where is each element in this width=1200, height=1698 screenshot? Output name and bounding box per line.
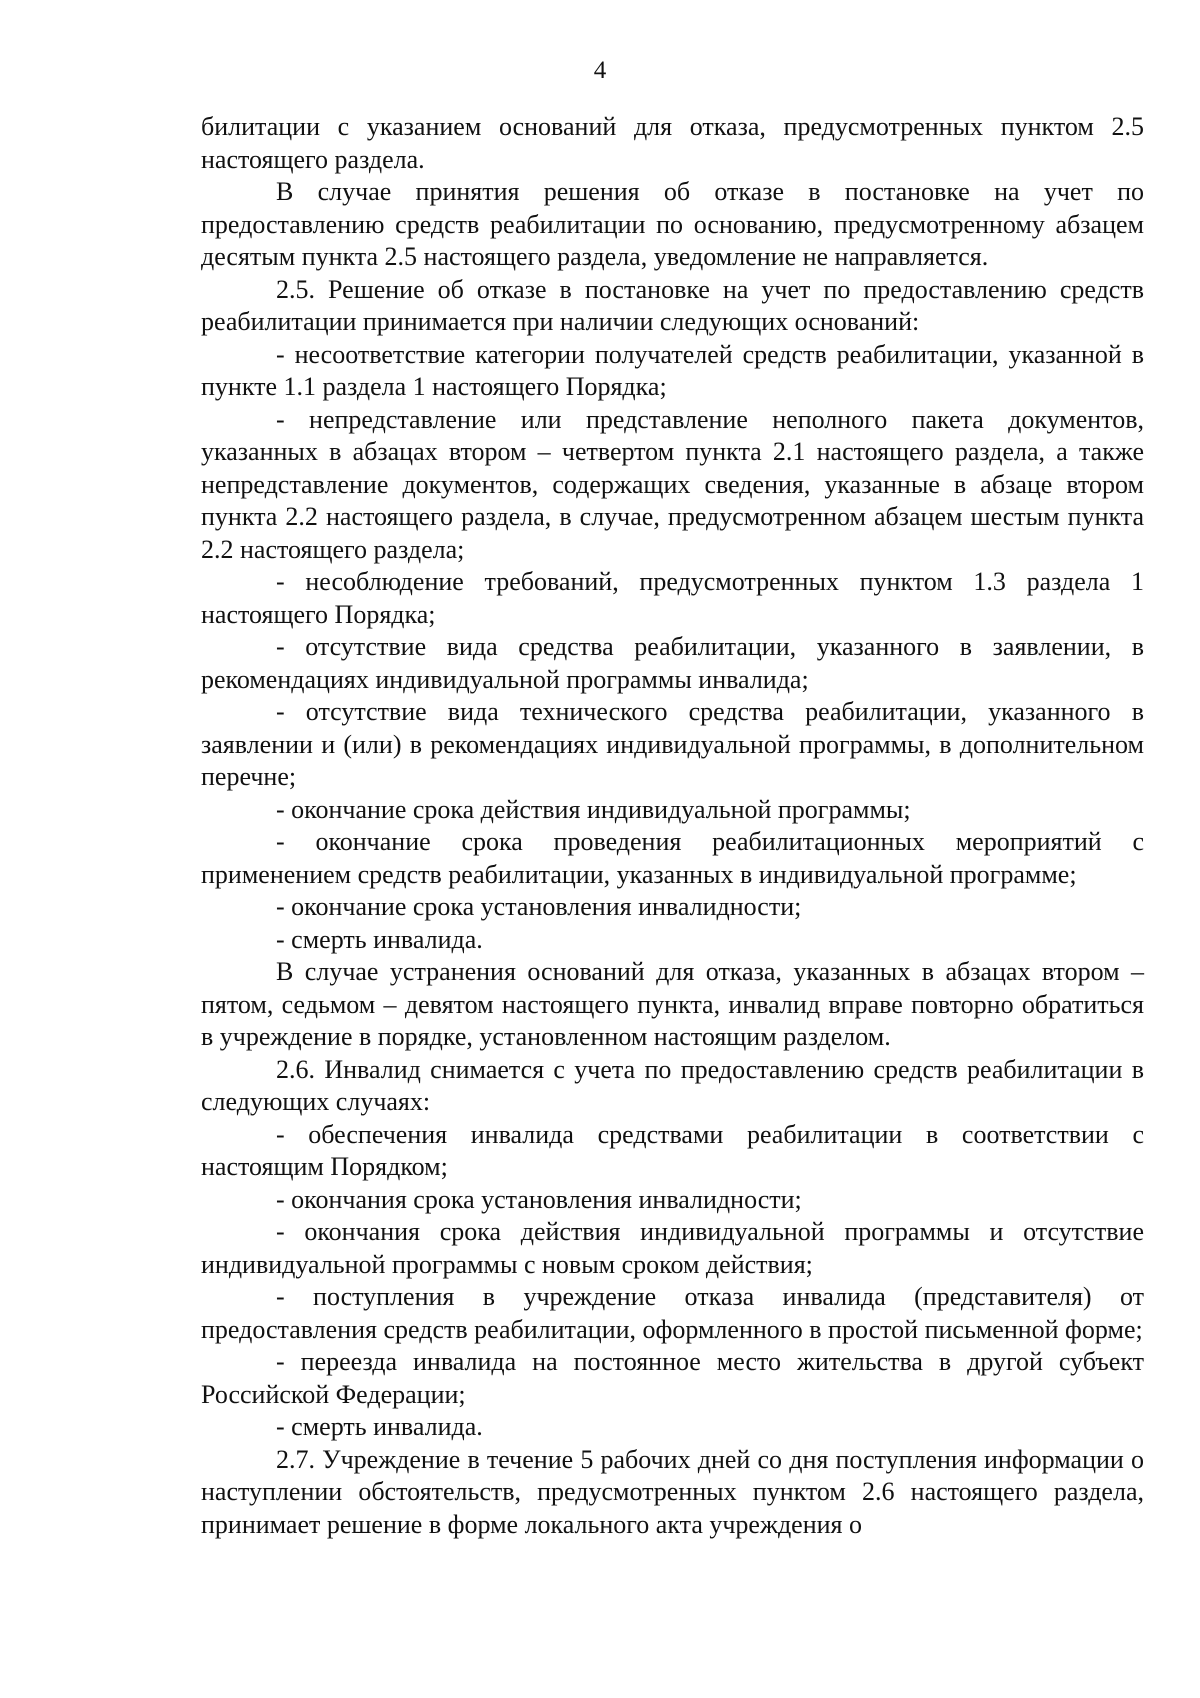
list-item: - отсутствие вида технического средства реабилитации, указанного в заявлении и (или) в рекомендациях индивидуальной программы, в дополнительном перечне; [201,697,1144,791]
list-item: - переезда инвалида на постоянное место жительства в другой субъект Российской Федерации; [201,1347,1144,1409]
list-item: - несоответствие категории получателей средств реабилитации, указанной в пункте 1.1 раздела 1 настоящего Порядка; [201,339,1144,401]
list-item: - окончания срока действия индивидуальной программы и отсутствие индивидуальной программы с новым сроком действия; [201,1217,1144,1279]
list-item: - смерть инвалида. [276,924,483,954]
list-item: - несоблюдение требований, предусмотренных пунктом 1.3 раздела 1 настоящего Порядка; [201,567,1144,629]
list-item: - непредставление или представление неполного пакета документов, указанных в абзацах втором – четвертом пункта 2.1 настоящего раздела, а также непредставление документов, содержащих сведения, указанные в абзаце втором пункта 2.2 настоящего раздела, в случае, предусмотренном абзацем шестым пункта 2.2 настоящего раздела; [201,404,1144,564]
paragraph: В случае устранения оснований для отказа, указанных в абзацах втором – пятом, седьмом – девятом настоящего пункта, инвалид вправе повторно обратиться в учреждение в порядке, установленном настоящим разделом. [201,957,1144,1051]
paragraph: В случае принятия решения об отказе в постановке на учет по предоставлению средств реабилитации по основанию, предусмотренному абзацем десятым пункта 2.5 настоящего раздела, уведомление не направляется. [201,177,1144,271]
list-item: - окончание срока действия индивидуальной программы; [276,794,911,824]
paragraph: 2.7. Учреждение в течение 5 рабочих дней со дня поступления информации о наступлении обстоятельств, предусмотренных пунктом 2.6 настоящего раздела, принимает решение в форме локального акта учреждения о [201,1444,1144,1539]
list-item: - отсутствие вида средства реабилитации, указанного в заявлении, в рекомендациях индивидуальной программы инвалида; [201,632,1144,694]
paragraph: 2.6. Инвалид снимается с учета по предоставлению средств реабилитации в следующих случаях: [201,1054,1144,1116]
page-number: 4 [593,57,607,84]
list-item: - поступления в учреждение отказа инвалида (представителя) от предоставления средств реабилитации, оформленного в простой письменной форме; [201,1282,1144,1344]
list-item: - окончания срока установления инвалидности; [276,1184,802,1214]
list-item: - окончание срока установления инвалидности; [276,892,802,921]
list-item: - обеспечения инвалида средствами реабилитации в соответствии с настоящим Порядком; [201,1119,1144,1181]
list-item: - окончание срока проведения реабилитационных мероприятий с применением средств реабилитации, указанных в индивидуальной программе; [201,827,1144,889]
document-body [201,111,1144,1541]
list-item: - смерть инвалида. [276,1412,483,1441]
paragraph: билитации с указанием оснований для отказа, предусмотренных пунктом 2.5 настоящего раздела. [201,112,1144,174]
paragraph: 2.5. Решение об отказе в постановке на учет по предоставлению средств реабилитации принимается при наличии следующих оснований: [201,274,1144,336]
